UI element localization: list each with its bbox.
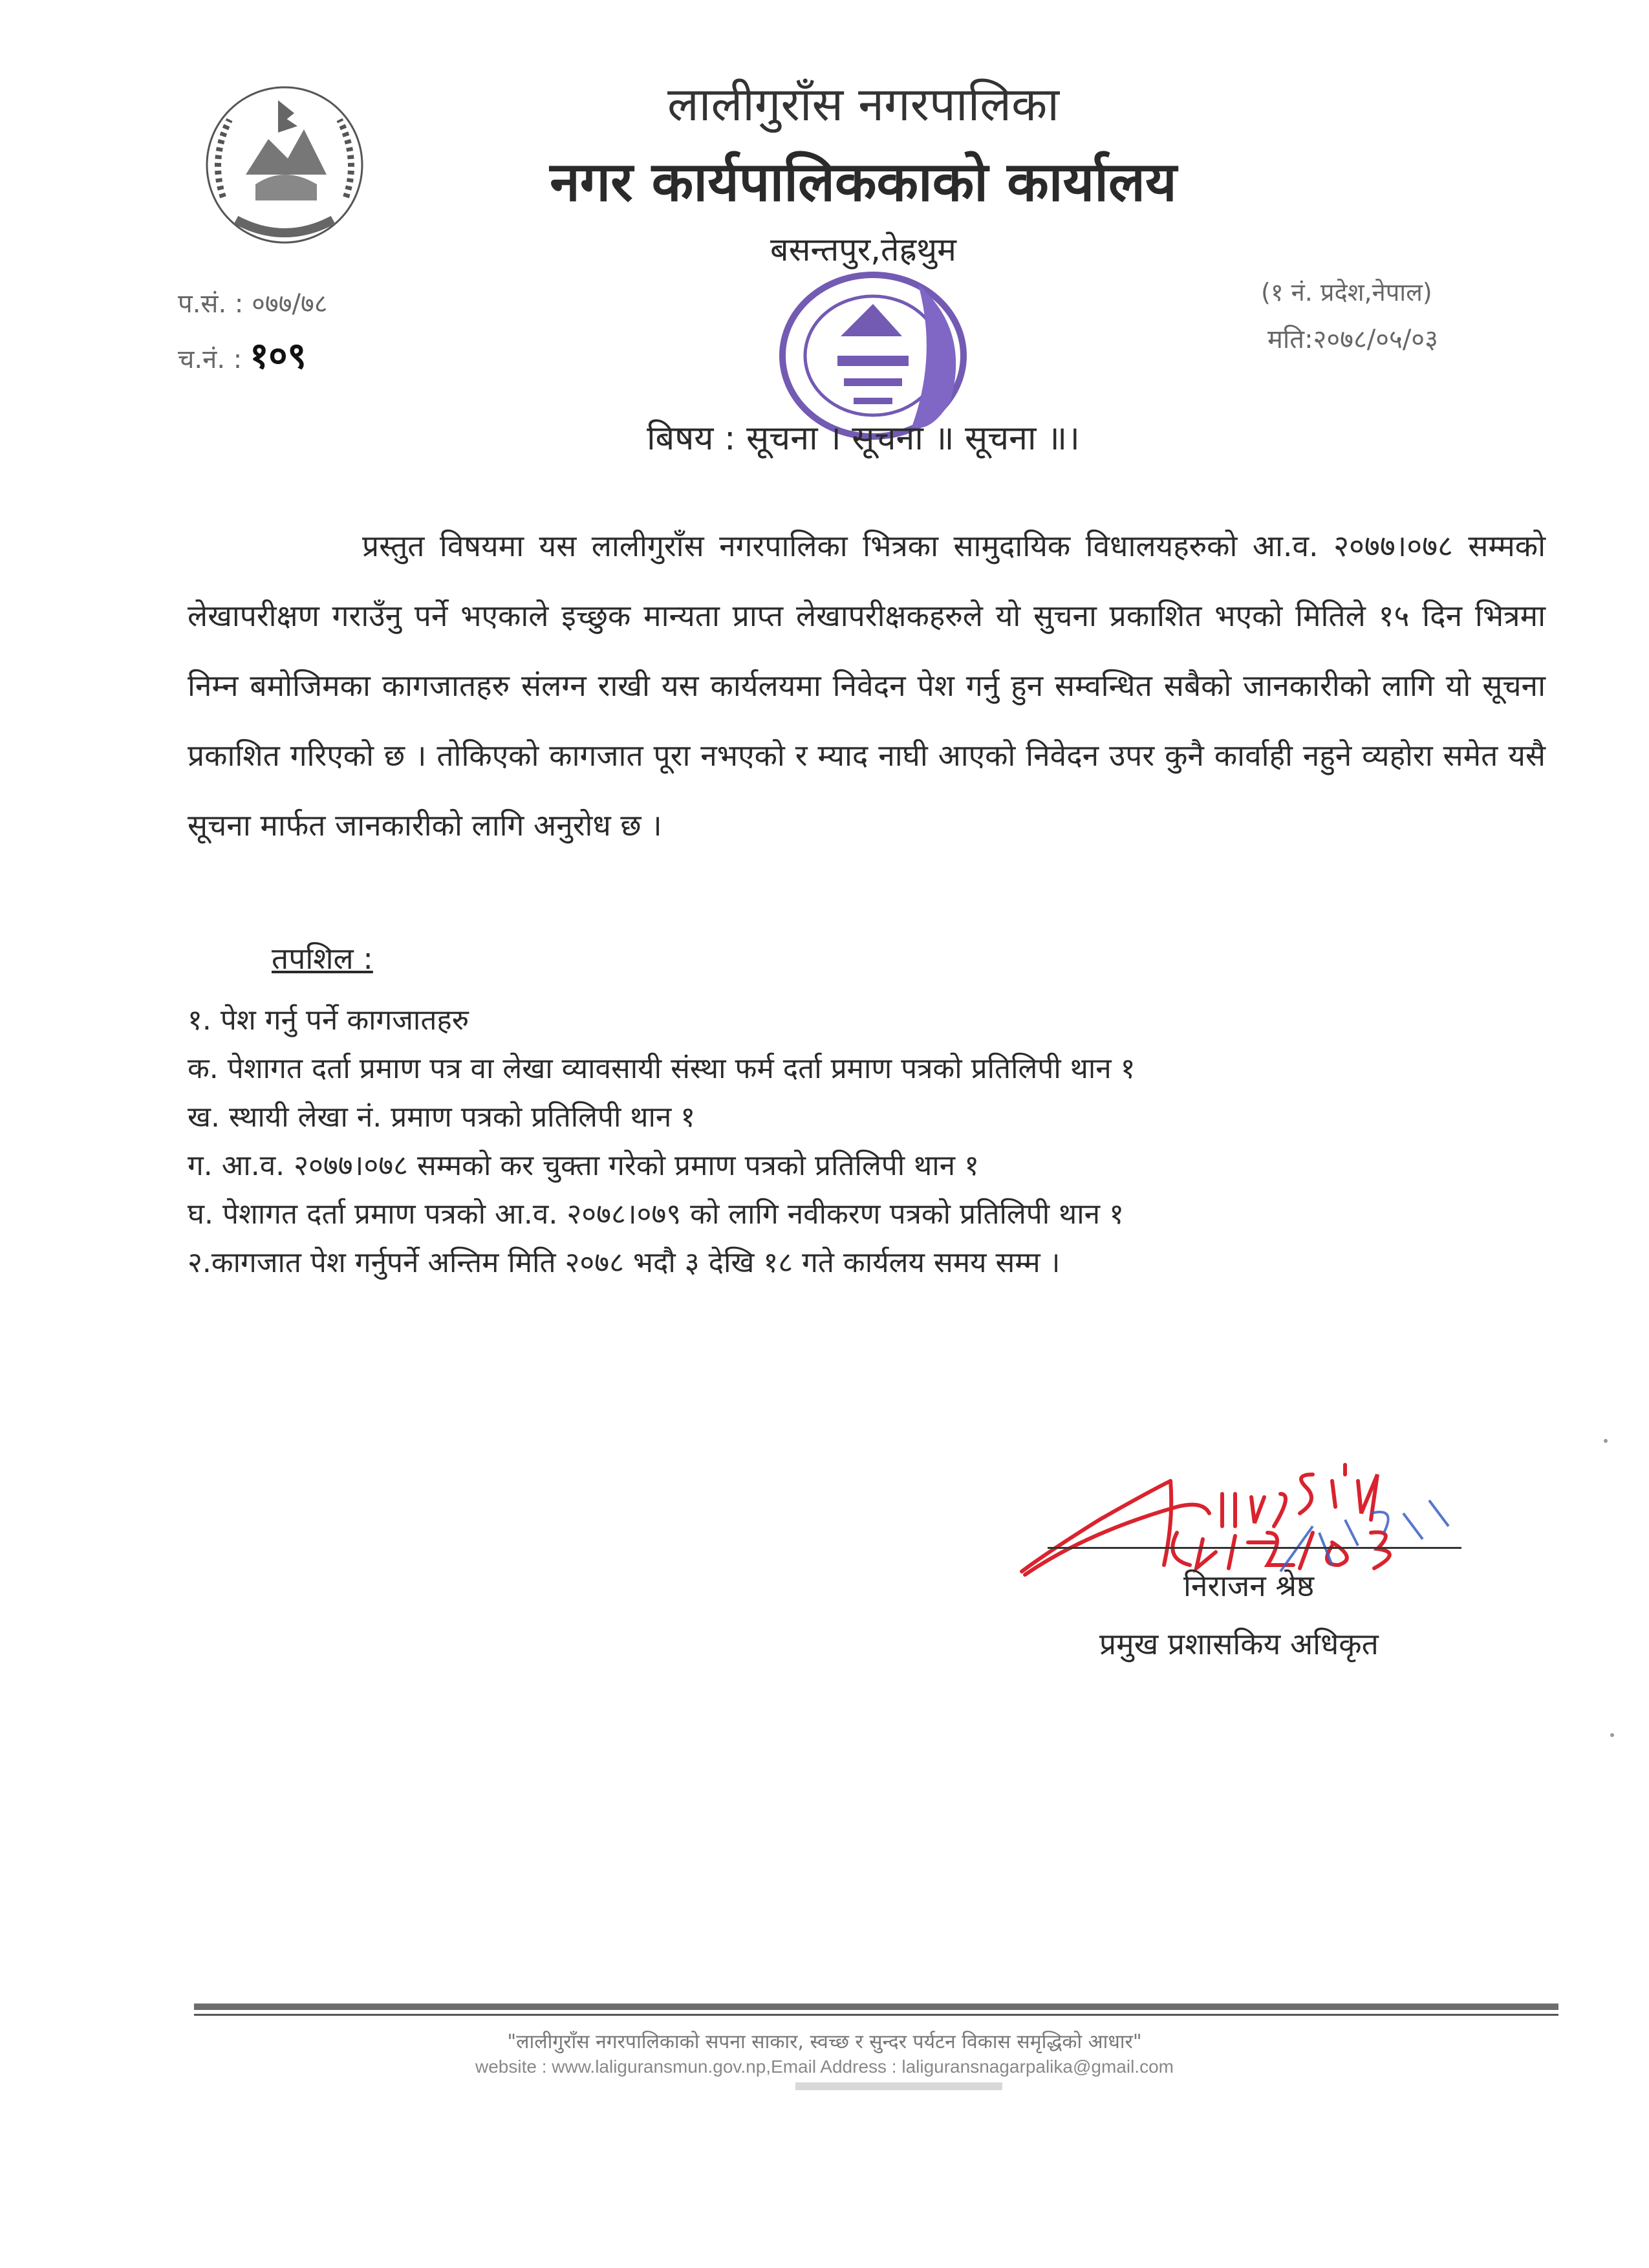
footer-rule [194,2003,1558,2010]
list-item: २.कागजात पेश गर्नुपर्ने अन्तिम मिति २०७८ भदौ ३ देखि १८ गते कार्यलय समय सम्म । [188,1246,1061,1279]
signature-line [1048,1547,1461,1549]
office-address: बसन्तपुर,तेह्रथुम [770,231,956,268]
list-item: १. पेश गर्नु पर्ने कागजातहरु [188,1004,469,1037]
letter-date: मति:२०७८/०५/०३ [1267,325,1438,354]
signatory-name: निराजन श्रेष्ठ [1183,1568,1315,1603]
footer-slogan: "लालीगुराँस नगरपालिकाको सपना साकार, स्वच्छ र सुन्दर पर्यटन विकास समृद्धिको आधार" [507,2031,1142,2053]
notice-body: प्रस्तुत विषयमा यस लालीगुराँस नगरपालिका भित्रका सामुदायिक विधालयहरुको आ.व. २०७७।०७८ सम्मको लेखापरीक्षण गराउँनु पर्ने भएकाले इच्छुक मान्यता प्राप्त लेखापरीक्षकहरुले यो सुचना प्रकाशित भएको मितिले १५ दिन भित्रमा निम्न बमोजिमका कागजातहरु संलग्न राखी यस कार्यलयमा निवेदन पेश गर्नु हुन सम्वन्धित सबैको जानकारीको लागि यो सूचना प्रकाशित गरिएको छ । तोकिएको कागजात पूरा नभएको र म्याद नाघी आएको निवेदन उपर कुनै कार्वाही नहुने व्यहोरा समेत यसै सूचना मार्फत जानकारीको लागि अनुरोध छ । [188,528,1546,843]
footer-contact: website : www.laliguransmun.gov.np,Email Address : laliguransnagarpalika@gmail.com [475,2057,1174,2077]
dispatch-number-value: १०९ [250,335,307,377]
municipality-name: लालीगुराँस नगरपालिका [667,77,1059,131]
reference-number: प.सं. : ०७७/७८ [178,289,328,319]
dispatch-number [178,330,307,379]
office-name: नगर कार्यपालिककाको कार्यालय [550,150,1177,213]
scan-speck [1604,1439,1608,1443]
list-item: क. पेशागत दर्ता प्रमाण पत्र वा लेखा व्यावसायी संस्था फर्म दर्ता प्रमाण पत्रको प्रतिलिपी थान १ [188,1052,1136,1085]
details-heading: तपशिल : [272,941,373,976]
list-item: घ. पेशागत दर्ता प्रमाण पत्रको आ.व. २०७८।०७९ को लागि नवीकरण पत्रको प्रतिलिपी थान १ [188,1198,1124,1231]
dispatch-number-label: च.नं. : [178,345,242,374]
footer-faint-text [795,2082,1002,2090]
list-item: ग. आ.व. २०७७।०७८ सम्मको कर चुक्ता गरेको प्रमाण पत्रको प्रतिलिपी थान १ [188,1149,979,1182]
scan-speck [1610,1733,1614,1737]
signatory-title: प्रमुख प्रशासकिय अधिकृत [1099,1626,1379,1661]
subject-line: बिषय : सूचना । सूचना ॥ सूचना ॥। [647,419,1080,458]
province-label: (१ नं. प्रदेश,नेपाल) [1261,278,1432,307]
footer-rule-thin [194,2014,1558,2016]
list-item: ख. स्थायी लेखा नं. प्रमाण पत्रको प्रतिलिपी थान १ [188,1101,696,1134]
